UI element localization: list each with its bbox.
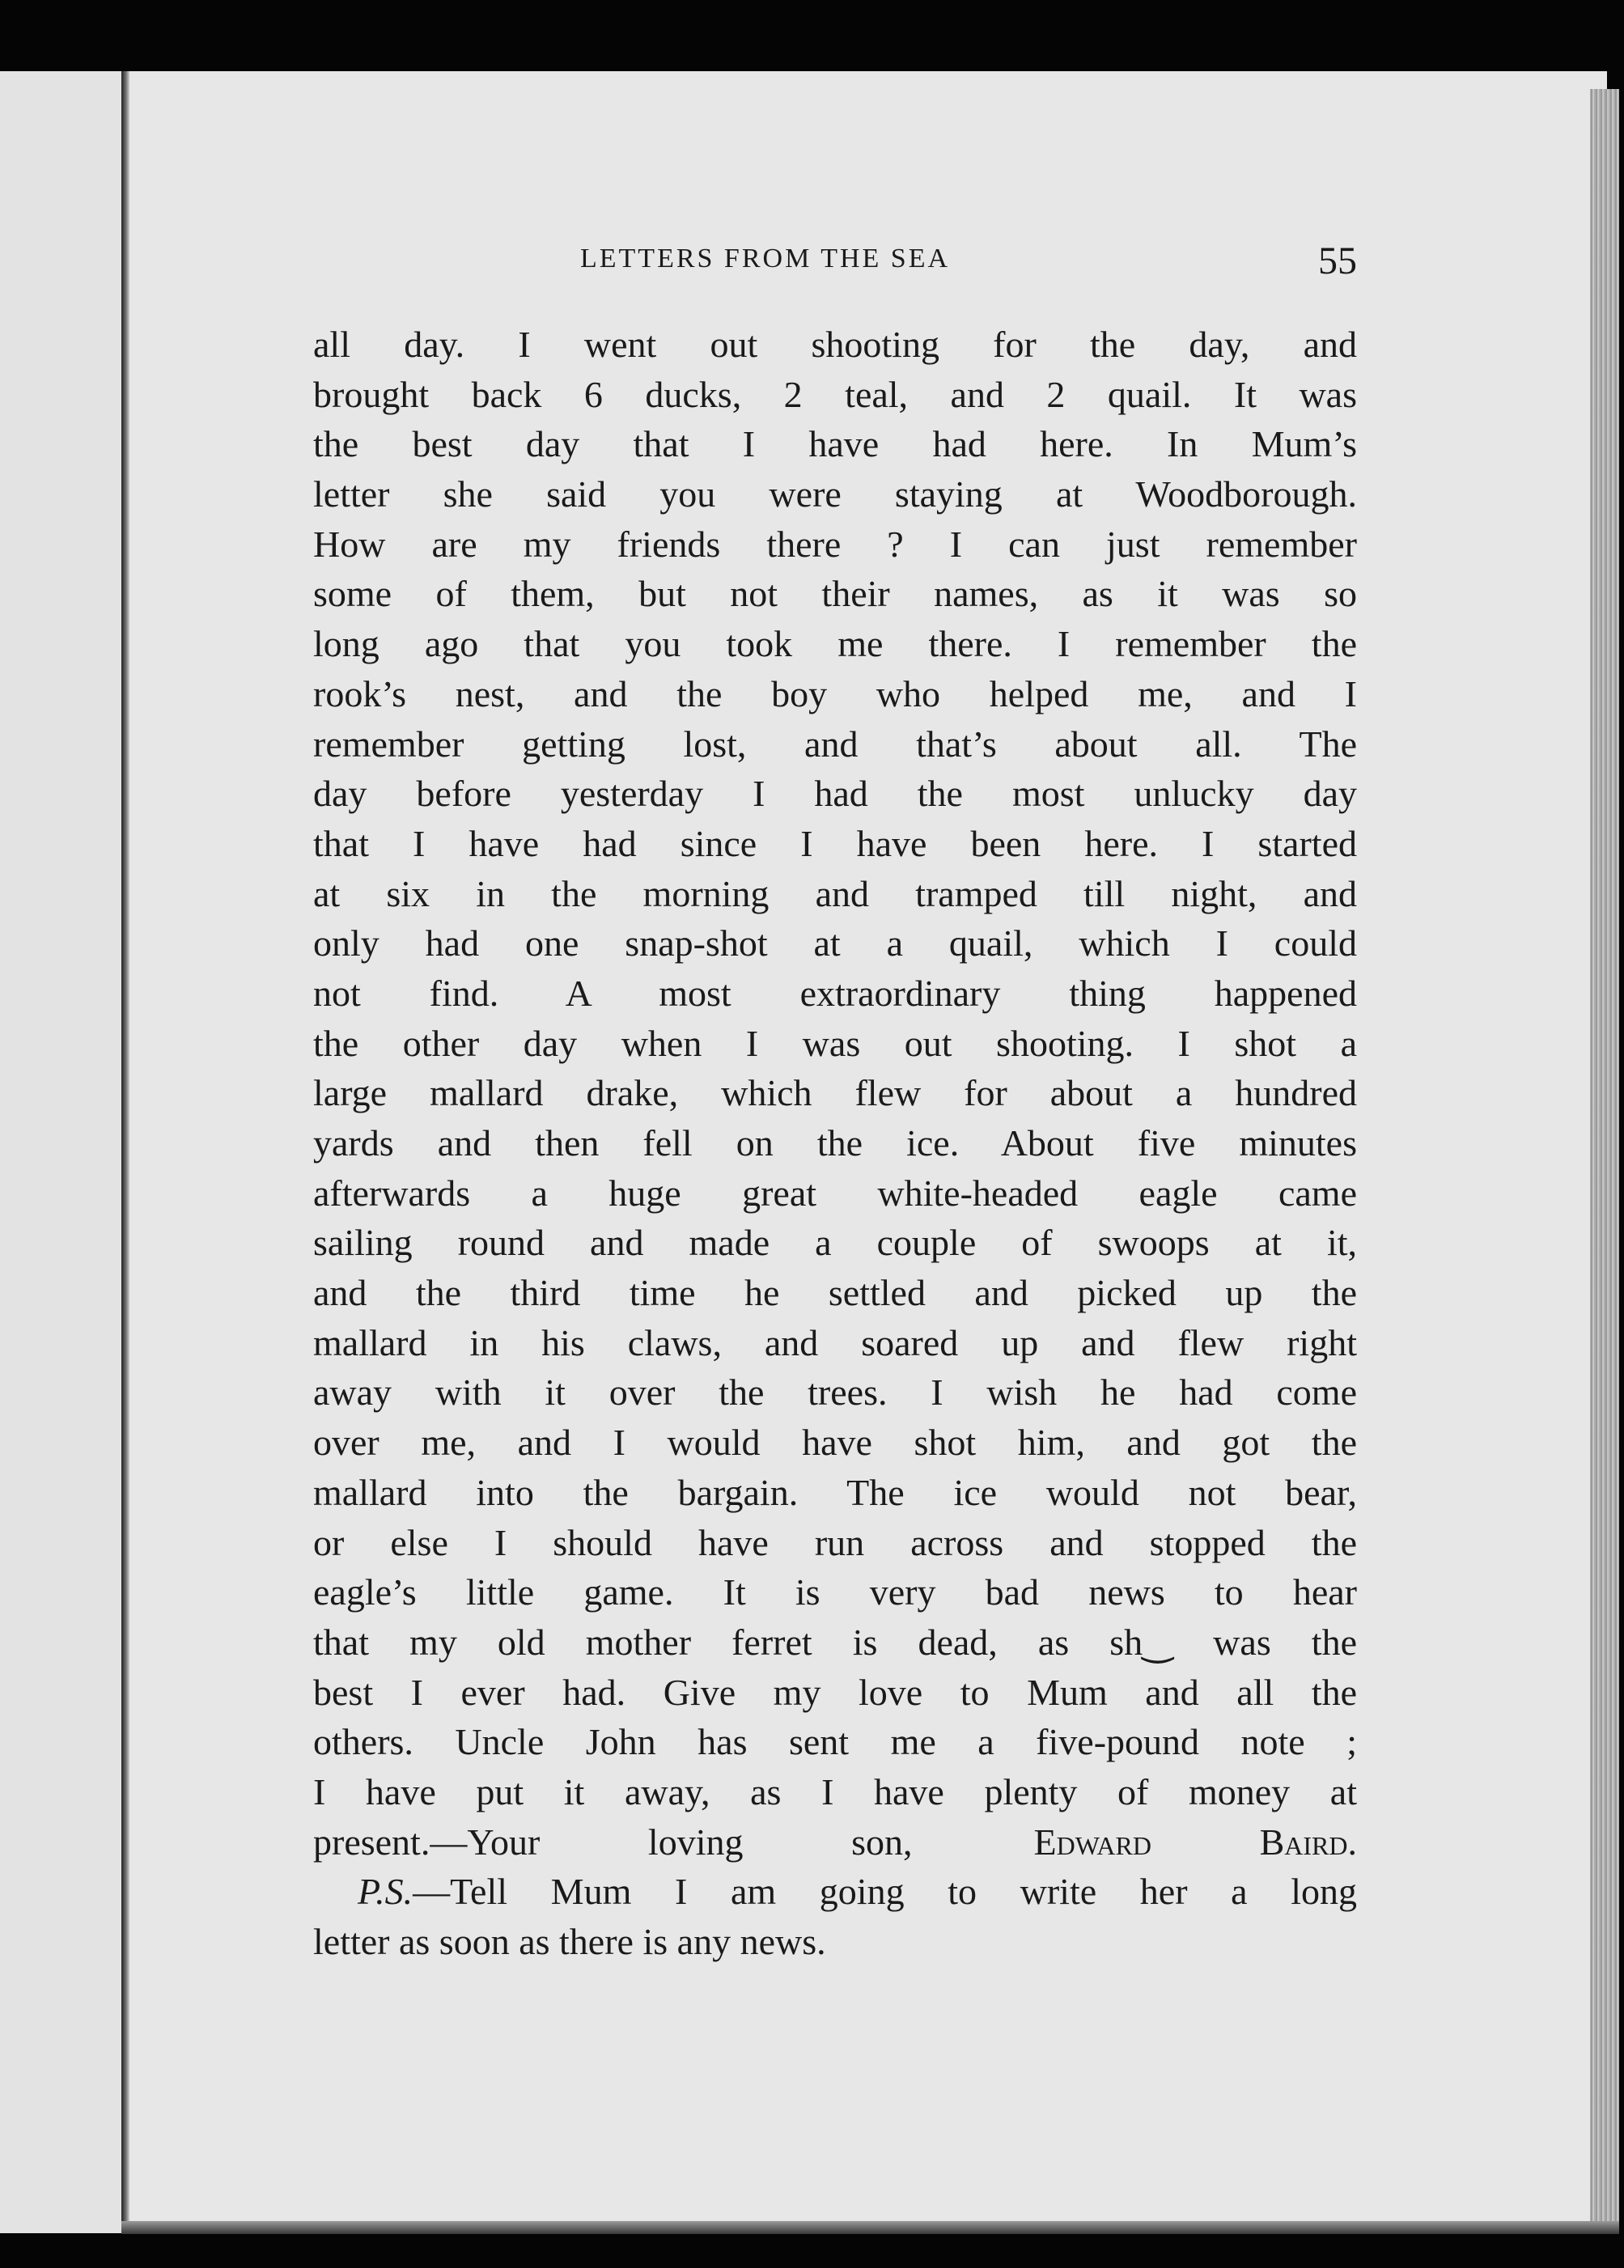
text-line: all day. I went out shooting for the day, and bbox=[313, 324, 1357, 365]
text-line: yards and then fell on the ice. About five minutes bbox=[313, 1122, 1357, 1164]
page-header bbox=[313, 239, 1357, 303]
text-line: large mallard drake, which flew for about a hundred bbox=[313, 1072, 1357, 1114]
text-line: some of them, but not their names, as it was so bbox=[313, 573, 1357, 615]
page-bottom-edge bbox=[121, 2221, 1619, 2234]
postscript-text-1: —Tell Mum I am going to write her a long bbox=[413, 1871, 1357, 1913]
text-line: mallard into the bargain. The ice would not bear, bbox=[313, 1471, 1357, 1513]
text-line: away with it over the trees. I wish he had come bbox=[313, 1371, 1357, 1414]
postscript-line-2: letter as soon as there is any news. bbox=[313, 1921, 826, 1962]
page-edges bbox=[1590, 89, 1619, 2225]
text-line: at six in the morning and tramped till night, and bbox=[313, 872, 1357, 914]
running-head: LETTERS FROM THE SEA bbox=[580, 244, 951, 273]
page-number: 55 bbox=[1318, 240, 1357, 282]
text-line: over me, and I would have shot him, and got the bbox=[313, 1422, 1357, 1464]
postscript-label: P.S. bbox=[358, 1871, 413, 1913]
book-spine bbox=[121, 71, 129, 2233]
text-line: only had one snap-shot at a quail, which I could bbox=[313, 922, 1357, 964]
text-line: eagle’s little game. It is very bad news to hear bbox=[313, 1571, 1357, 1613]
text-line: best I ever had. Give my love to Mum and all the bbox=[313, 1671, 1357, 1713]
text-line: not find. A most extraordinary thing happened bbox=[313, 972, 1357, 1014]
text-line: and the third time he settled and picked up the bbox=[313, 1272, 1357, 1314]
text-line: others. Uncle John has sent me a five-pound note ; bbox=[313, 1721, 1357, 1763]
closing-text: present.—Your loving son, bbox=[313, 1821, 913, 1863]
text-line: or else I should have run across and stopped the bbox=[313, 1521, 1357, 1563]
postscript-line-1 bbox=[313, 1867, 1357, 1917]
text-line: brought back 6 ducks, 2 teal, and 2 quail. It was bbox=[313, 373, 1357, 415]
text-line: letter she said you were staying at Woodborough. bbox=[313, 473, 1357, 515]
body-lines bbox=[313, 320, 1357, 1817]
text-line: rook’s nest, and the boy who helped me, and I bbox=[313, 672, 1357, 714]
text-line: the other day when I was out shooting. I shot a bbox=[313, 1022, 1357, 1064]
text-line: the best day that I have had here. In Mum’s bbox=[313, 423, 1357, 465]
text-line: that I have had since I have been here. I started bbox=[313, 822, 1357, 864]
text-line: day before yesterday I had the most unlucky day bbox=[313, 773, 1357, 815]
text-line: I have put it away, as I have plenty of money at bbox=[313, 1770, 1357, 1812]
text-line: afterwards a huge great white-headed eagle came bbox=[313, 1172, 1357, 1214]
signature: Edward Baird. bbox=[1033, 1821, 1358, 1863]
text-line: mallard in his claws, and soared up and flew right bbox=[313, 1321, 1357, 1363]
letter-body bbox=[313, 320, 1357, 1967]
text-line: remember getting lost, and that’s about all. The bbox=[313, 723, 1357, 765]
text-line: long ago that you took me there. I remember the bbox=[313, 623, 1357, 665]
text-line: How are my friends there ? I can just remember bbox=[313, 523, 1357, 565]
facing-page-gutter bbox=[0, 71, 121, 2233]
text-line: sailing round and made a couple of swoops at it, bbox=[313, 1222, 1357, 1264]
closing-line bbox=[313, 1817, 1357, 1867]
text-line: that my old mother ferret is dead, as sh‿ was the bbox=[313, 1621, 1357, 1663]
